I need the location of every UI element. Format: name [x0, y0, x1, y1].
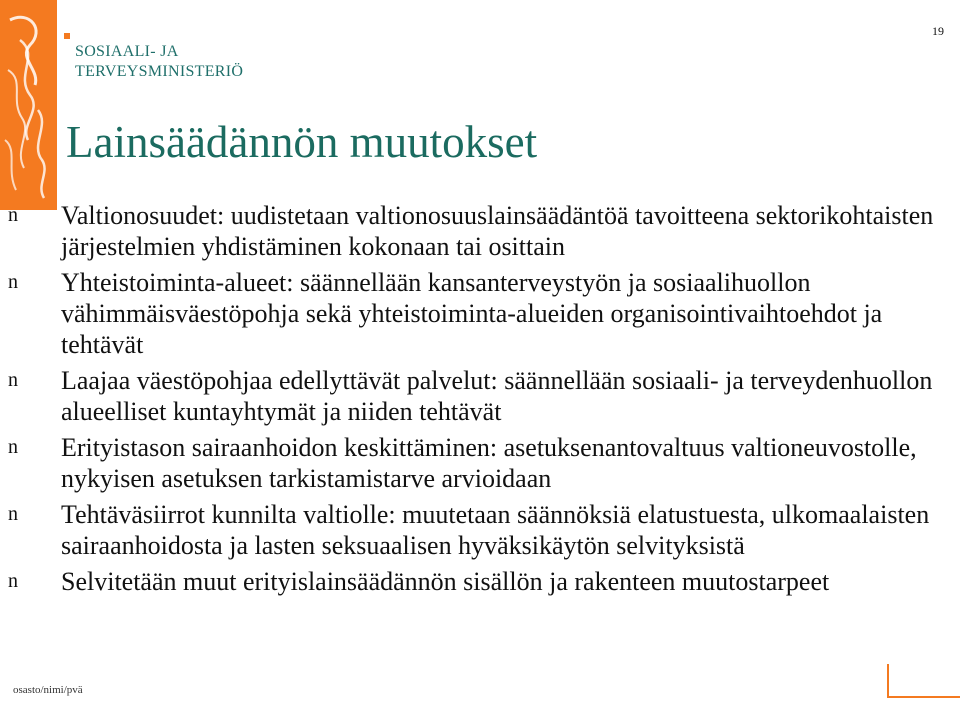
bullet-marker: n — [8, 369, 18, 391]
bullet-text: Selvitetään muut erityislainsäädännön sisällön ja rakenteen muutostarpeet — [61, 567, 830, 596]
org-line-1: SOSIAALI- JA — [75, 43, 179, 60]
bullet-text: Tehtäväsiirrot kunnilta valtiolle: muutetaan säännöksiä elatustuesta, ulkomaalaisten sairaanhoidosta ja lasten seksuaalisen hyväksikäytön selvityksistä — [61, 500, 930, 560]
bullet-marker: n — [8, 271, 18, 293]
org-line-2: TERVEYSMINISTERIÖ — [75, 63, 244, 80]
bullet-marker: n — [8, 570, 18, 592]
page-number: 19 — [932, 24, 944, 38]
bullet-item — [8, 432, 948, 494]
slide-title: Lainsäädännön muutokset — [66, 117, 538, 167]
header-bullet-square — [64, 33, 70, 39]
bullet-text: Valtionosuudet: uudistetaan valtionosuuslainsäädäntöä tavoitteena sektorikohtaisten järjestelmien yhdistäminen kokonaan tai osittain — [61, 201, 934, 261]
corner-decoration — [887, 664, 960, 698]
logo-swirl-icon — [0, 0, 57, 210]
bullet-item — [8, 499, 948, 561]
bullet-marker: n — [8, 436, 18, 458]
bullet-marker: n — [8, 204, 18, 226]
footer-text: osasto/nimi/pvä — [13, 684, 83, 696]
bullet-list — [8, 200, 948, 602]
bullet-item — [8, 200, 948, 262]
organization-name — [75, 42, 243, 82]
bullet-item — [8, 267, 948, 360]
bullet-text: Yhteistoiminta-alueet: säännellään kansanterveystyön ja sosiaalihuollon vähimmäisväestöpohja sekä yhteistoiminta-alueiden organisointivaihtoehdot ja tehtävät — [61, 268, 883, 359]
bullet-item — [8, 566, 948, 597]
bullet-marker: n — [8, 503, 18, 525]
bullet-text: Erityistason sairaanhoidon keskittäminen: asetuksenantovaltuus valtioneuvostolle, nykyisen asetuksen tarkistamistarve arvioidaan — [61, 433, 917, 493]
bullet-item — [8, 365, 948, 427]
ministry-logo — [0, 0, 57, 210]
bullet-text: Laajaa väestöpohjaa edellyttävät palvelut: säännellään sosiaali- ja terveydenhuollon alueelliset kuntayhtymät ja niiden tehtävät — [61, 366, 933, 426]
